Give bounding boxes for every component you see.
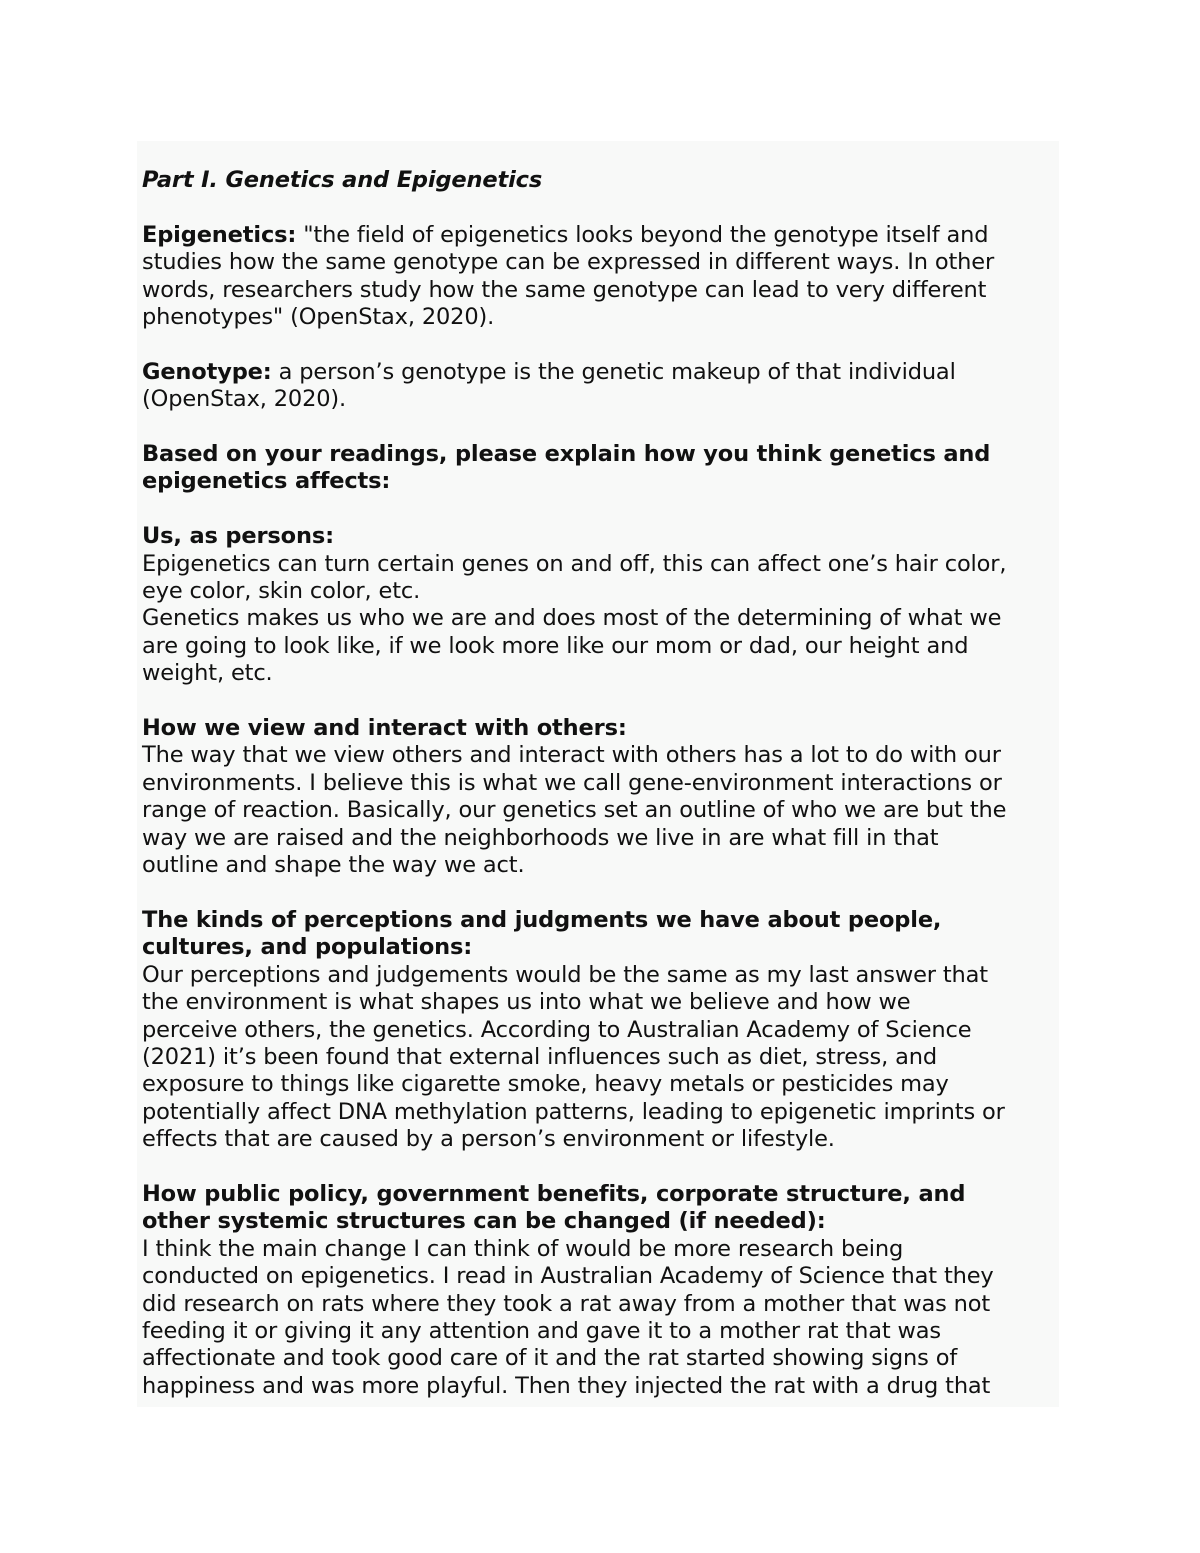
spacer (142, 194, 1062, 221)
question-prompt: Based on your readings, please explain how you think genetics and epigenetics affects: (142, 441, 991, 495)
definition-genotype (142, 359, 1062, 414)
section-heading: How public policy, government benefits, corporate structure, and other systemic structures can be changed (if needed): (142, 1180, 966, 1235)
section-paragraph: Our perceptions and judgements would be the same as my last answer that the environment is what shapes us into what we believe and how we perceive others, the genetics. According to Australian Academy of Science (2021) it’s been found that external influences such as diet, stress, and exposure to things like cigarette smoke, heavy metals or pesticides may potentially affect DNA methylation patterns, leading to epigenetic imprints or effects that are caused by a person’s environment or lifestyle. (142, 961, 1005, 1153)
section-paragraph: Genetics makes us who we are and does most of the determining of what we are going to look like, if we look more like our mom or dad, our height and weight, etc. (142, 605, 1002, 687)
definition-text: "the field of epigenetics looks beyond the genotype itself and studies how the same genotype can be expressed in different ways. In other words, researchers study how the same genotype can lead to very different phenotypes" (OpenStax, 2020). (142, 221, 995, 331)
definition-term: Epigenetics: (142, 221, 297, 248)
section-heading: Us, as persons: (142, 523, 334, 550)
spacer (142, 1154, 1062, 1181)
spacer (142, 496, 1062, 523)
spacer (142, 331, 1062, 358)
definition-term: Genotype: (142, 358, 272, 385)
page-title: Part I. Genetics and Epigenetics (142, 167, 543, 193)
section-heading: How we view and interact with others: (142, 715, 627, 742)
definition-epigenetics (142, 222, 1062, 332)
spacer (142, 879, 1062, 906)
spacer (142, 414, 1062, 441)
section-paragraph: The way that we view others and interact with others has a lot to do with our environments. I believe this is what we call gene-environment interactions or range of reaction. Basically, our genetics set an outline of who we are but the way we are raised and the neighborhoods we live in are what fill in that outline and shape the way we act. (142, 742, 1007, 879)
section-heading: The kinds of perceptions and judgments we have about people, cultures, and populations: (142, 906, 942, 961)
document-body (142, 167, 1062, 1400)
definition-text: a person’s genotype is the genetic makeup of that individual (OpenStax, 2020). (142, 358, 956, 413)
spacer (142, 688, 1062, 715)
section-paragraph: I think the main change I can think of would be more research being conducted on epigenetics. I read in Australian Academy of Science that they did research on rats where they took a rat away from a mother that was not feeding it or giving it any attention and gave it to a mother rat that was affectionate and took good care of it and the rat started showing signs of happiness and was more playful. Then they injected the rat with a drug that (142, 1235, 994, 1399)
section-paragraph: Epigenetics can turn certain genes on and off, this can affect one’s hair color, eye color, skin color, etc. (142, 550, 1007, 605)
